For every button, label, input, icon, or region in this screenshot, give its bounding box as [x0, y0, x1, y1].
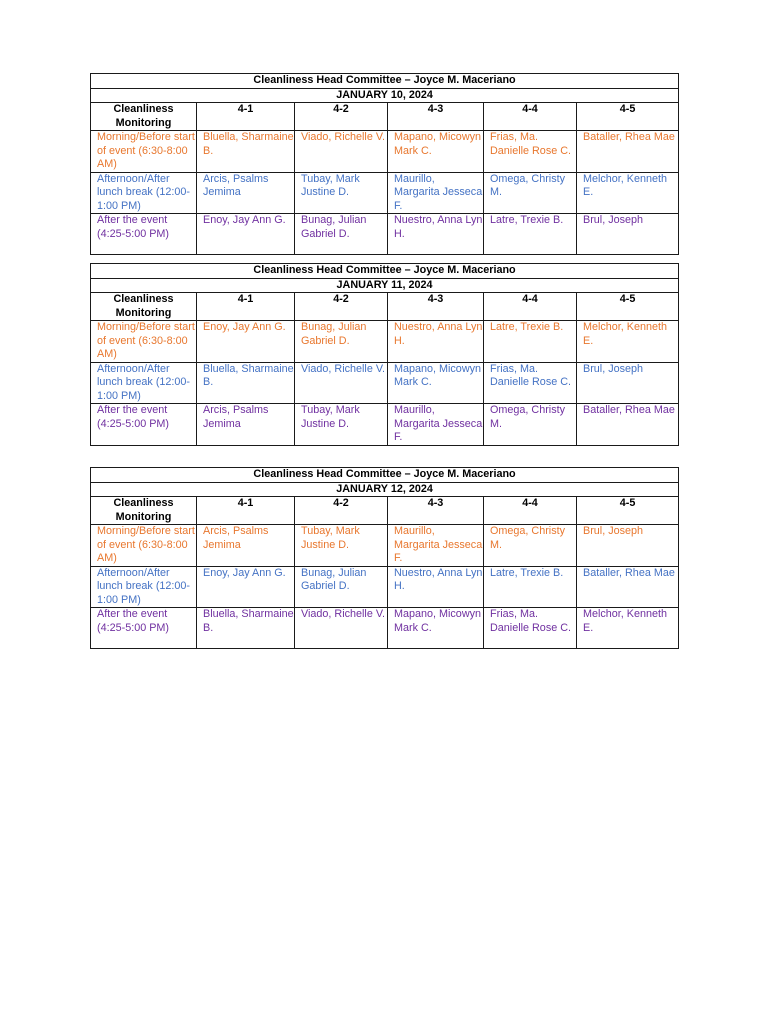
header-section-4-3: 4-3 [388, 497, 484, 525]
assignee-cell: Omega, Christy M. [484, 172, 577, 214]
slot-label: Afternoon/After lunch break (12:00-1:00 PM) [91, 566, 197, 608]
schedule-table-jan-10 [90, 73, 679, 255]
assignee-cell: Frias, Ma. Danielle Rose C. [484, 131, 577, 173]
assignee-cell: Bluella, Sharmaine B. [197, 362, 295, 404]
assignee-cell: Viado, Richelle V. [295, 362, 388, 404]
assignee-cell: Maurillo, Margarita Jesseca F. [388, 404, 484, 446]
table-row-morning [91, 525, 679, 567]
table-row-morning [91, 131, 679, 173]
header-section-4-1: 4-1 [197, 293, 295, 321]
assignee-cell: Brul, Joseph [577, 362, 679, 404]
assignee-cell: Frias, Ma. Danielle Rose C. [484, 362, 577, 404]
assignee-cell: Bunag, Julian Gabriel D. [295, 321, 388, 363]
assignee-cell: Melchor, Kenneth E. [577, 321, 679, 363]
header-section-4-1: 4-1 [197, 497, 295, 525]
assignee-cell: Enoy, Jay Ann G. [197, 566, 295, 608]
header-section-4-2: 4-2 [295, 497, 388, 525]
slot-label: Morning/Before start of event (6:30-8:00 AM) [91, 525, 197, 567]
assignee-cell: Enoy, Jay Ann G. [197, 214, 295, 255]
assignee-cell: Arcis, Psalms Jemima [197, 172, 295, 214]
assignee-cell: Melchor, Kenneth E. [577, 172, 679, 214]
header-section-4-4: 4-4 [484, 293, 577, 321]
table-row-after-event [91, 214, 679, 255]
slot-label: Afternoon/After lunch break (12:00-1:00 PM) [91, 362, 197, 404]
assignee-cell: Omega, Christy M. [484, 404, 577, 446]
header-section-4-4: 4-4 [484, 497, 577, 525]
header-section-4-2: 4-2 [295, 103, 388, 131]
assignee-cell: Bluella, Sharmaine B. [197, 131, 295, 173]
assignee-cell: Tubay, Mark Justine D. [295, 525, 388, 567]
assignee-cell: Enoy, Jay Ann G. [197, 321, 295, 363]
assignee-cell: Bataller, Rhea Mae [577, 131, 679, 173]
assignee-cell: Bluella, Sharmaine B. [197, 608, 295, 649]
assignee-cell: Bataller, Rhea Mae [577, 404, 679, 446]
header-section-4-4: 4-4 [484, 103, 577, 131]
schedule-table-jan-11 [90, 263, 679, 446]
assignee-cell: Viado, Richelle V. [295, 131, 388, 173]
table-date: JANUARY 11, 2024 [91, 278, 679, 293]
assignee-cell: Omega, Christy M. [484, 525, 577, 567]
table-row-morning [91, 321, 679, 363]
header-section-4-5: 4-5 [577, 293, 679, 321]
table-row-afternoon [91, 362, 679, 404]
table-row-afternoon [91, 566, 679, 608]
assignee-cell: Maurillo, Margarita Jesseca F. [388, 525, 484, 567]
table-row-after-event [91, 608, 679, 649]
header-monitoring: Cleanliness Monitoring [91, 293, 197, 321]
assignee-cell: Tubay, Mark Justine D. [295, 172, 388, 214]
assignee-cell: Maurillo, Margarita Jesseca F. [388, 172, 484, 214]
header-section-4-5: 4-5 [577, 497, 679, 525]
assignee-cell: Nuestro, Anna Lyn H. [388, 321, 484, 363]
assignee-cell: Latre, Trexie B. [484, 214, 577, 255]
assignee-cell: Viado, Richelle V. [295, 608, 388, 649]
assignee-cell: Nuestro, Anna Lyn H. [388, 214, 484, 255]
assignee-cell: Arcis, Psalms Jemima [197, 525, 295, 567]
slot-label: After the event (4:25-5:00 PM) [91, 608, 197, 649]
header-monitoring: Cleanliness Monitoring [91, 497, 197, 525]
assignee-cell: Melchor, Kenneth E. [577, 608, 679, 649]
table-row-afternoon [91, 172, 679, 214]
assignee-cell: Mapano, Micowyn Mark C. [388, 131, 484, 173]
header-section-4-2: 4-2 [295, 293, 388, 321]
assignee-cell: Bataller, Rhea Mae [577, 566, 679, 608]
table-title: Cleanliness Head Committee – Joyce M. Maceriano [91, 264, 679, 279]
assignee-cell: Brul, Joseph [577, 525, 679, 567]
slot-label: After the event (4:25-5:00 PM) [91, 214, 197, 255]
schedule-table-jan-12 [90, 467, 679, 649]
table-date: JANUARY 12, 2024 [91, 482, 679, 497]
assignee-cell: Bunag, Julian Gabriel D. [295, 566, 388, 608]
table-title: Cleanliness Head Committee – Joyce M. Maceriano [91, 74, 679, 89]
header-section-4-1: 4-1 [197, 103, 295, 131]
assignee-cell: Bunag, Julian Gabriel D. [295, 214, 388, 255]
slot-label: After the event (4:25-5:00 PM) [91, 404, 197, 446]
assignee-cell: Nuestro, Anna Lyn H. [388, 566, 484, 608]
assignee-cell: Tubay, Mark Justine D. [295, 404, 388, 446]
assignee-cell: Frias, Ma. Danielle Rose C. [484, 608, 577, 649]
header-section-4-3: 4-3 [388, 293, 484, 321]
assignee-cell: Brul, Joseph [577, 214, 679, 255]
assignee-cell: Arcis, Psalms Jemima [197, 404, 295, 446]
table-title: Cleanliness Head Committee – Joyce M. Maceriano [91, 468, 679, 483]
slot-label: Morning/Before start of event (6:30-8:00 AM) [91, 131, 197, 173]
assignee-cell: Mapano, Micowyn Mark C. [388, 608, 484, 649]
assignee-cell: Latre, Trexie B. [484, 566, 577, 608]
header-section-4-5: 4-5 [577, 103, 679, 131]
slot-label: Morning/Before start of event (6:30-8:00 AM) [91, 321, 197, 363]
header-section-4-3: 4-3 [388, 103, 484, 131]
header-monitoring: Cleanliness Monitoring [91, 103, 197, 131]
assignee-cell: Mapano, Micowyn Mark C. [388, 362, 484, 404]
slot-label: Afternoon/After lunch break (12:00-1:00 PM) [91, 172, 197, 214]
table-date: JANUARY 10, 2024 [91, 88, 679, 103]
table-row-after-event [91, 404, 679, 446]
assignee-cell: Latre, Trexie B. [484, 321, 577, 363]
